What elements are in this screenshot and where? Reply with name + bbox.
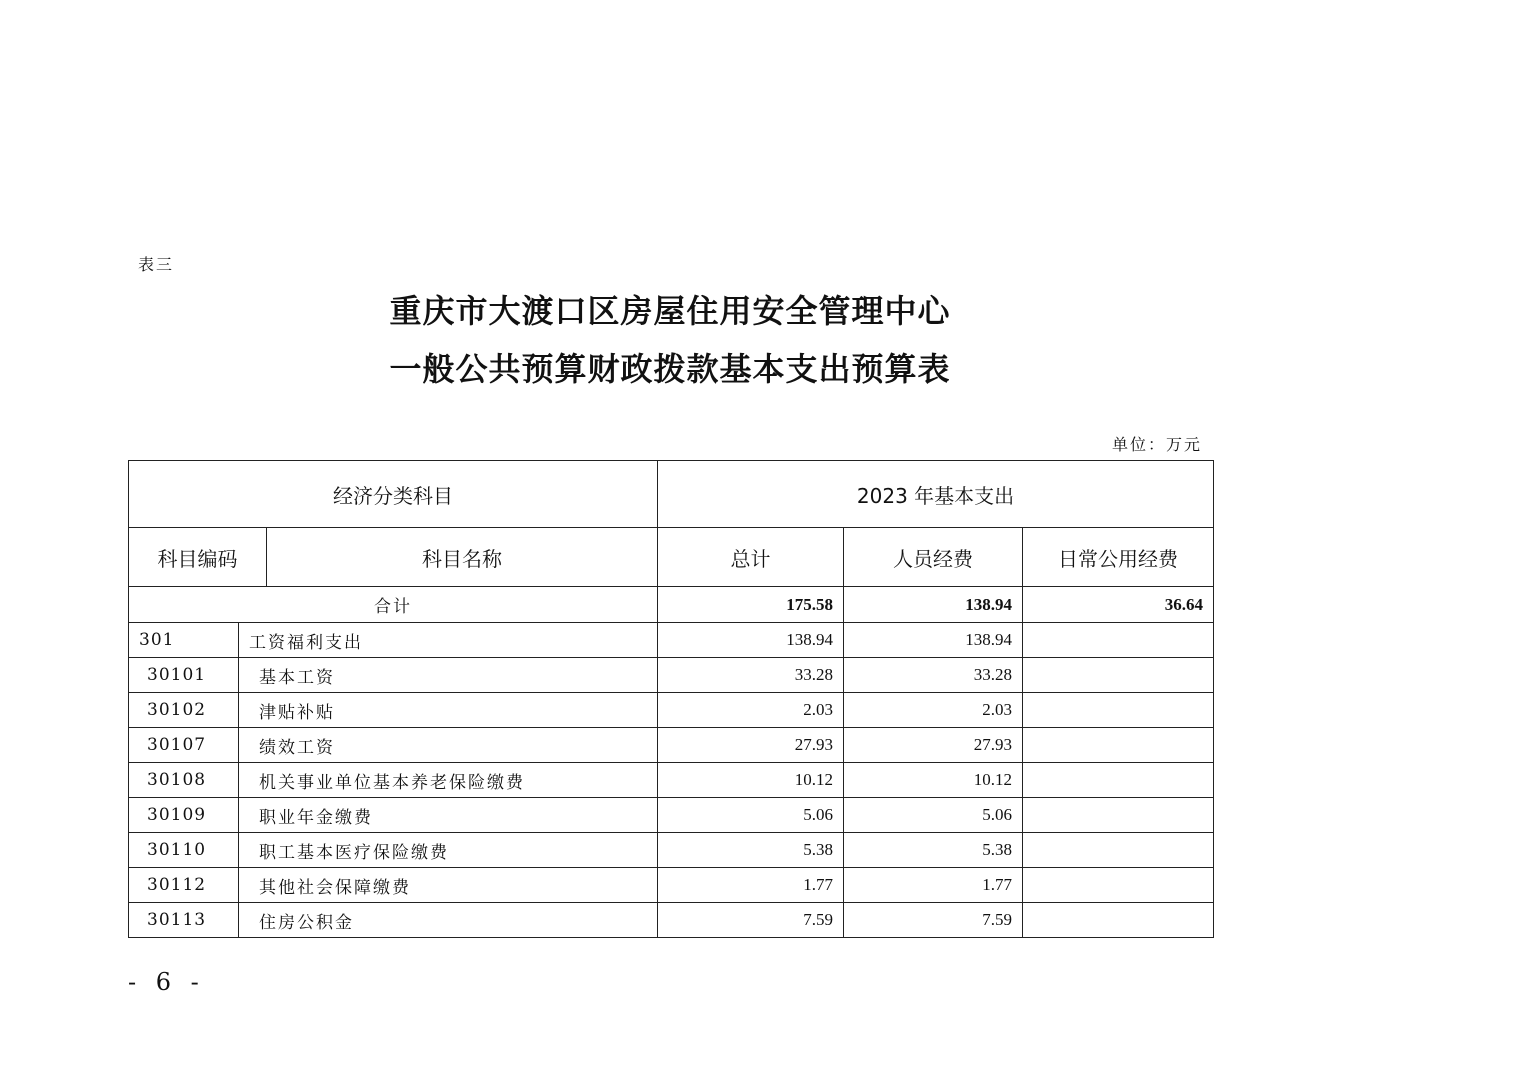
subject-name-cell: 职业年金缴费 [239, 798, 658, 833]
table-row [129, 903, 1214, 938]
table-row [129, 798, 1214, 833]
personnel-cell: 138.94 [844, 623, 1023, 658]
total-sum-cell: 175.58 [658, 587, 844, 623]
public-cell [1023, 693, 1214, 728]
subject-code-cell: 30102 [129, 693, 239, 728]
subject-name-cell: 职工基本医疗保险缴费 [239, 833, 658, 868]
table-row [129, 623, 1214, 658]
public-cell [1023, 833, 1214, 868]
header-subject-name: 科目名称 [267, 528, 658, 587]
subject-code-cell: 30110 [129, 833, 239, 868]
table-row [129, 728, 1214, 763]
table-row [129, 868, 1214, 903]
public-cell [1023, 763, 1214, 798]
total-label: 合计 [129, 587, 658, 623]
personnel-cell: 10.12 [844, 763, 1023, 798]
total-cell: 27.93 [658, 728, 844, 763]
public-cell [1023, 868, 1214, 903]
personnel-cell: 5.38 [844, 833, 1023, 868]
personnel-cell: 33.28 [844, 658, 1023, 693]
subject-code-cell: 30113 [129, 903, 239, 938]
total-cell: 2.03 [658, 693, 844, 728]
total-cell: 7.59 [658, 903, 844, 938]
table-row [129, 658, 1214, 693]
subject-code-cell: 30108 [129, 763, 239, 798]
total-cell: 10.12 [658, 763, 844, 798]
public-cell [1023, 903, 1214, 938]
subject-name-cell: 其他社会保障缴费 [239, 868, 658, 903]
table-row [129, 833, 1214, 868]
subject-name-cell: 津贴补贴 [239, 693, 658, 728]
total-cell: 33.28 [658, 658, 844, 693]
header-row-columns [129, 528, 1214, 587]
header-subject-code: 科目编码 [129, 528, 267, 587]
total-cell: 5.06 [658, 798, 844, 833]
subject-name-cell: 住房公积金 [239, 903, 658, 938]
table-row [129, 763, 1214, 798]
total-public-cell: 36.64 [1023, 587, 1214, 623]
subject-code-cell: 301 [129, 623, 239, 658]
total-personnel-cell: 138.94 [844, 587, 1023, 623]
unit-label: 单位：万元 [1111, 435, 1202, 454]
header-personnel-expense: 人员经费 [844, 528, 1023, 587]
total-cell: 1.77 [658, 868, 844, 903]
public-cell [1023, 623, 1214, 658]
subject-name-cell: 基本工资 [239, 658, 658, 693]
total-cell: 138.94 [658, 623, 844, 658]
page-number: - 6 - [128, 968, 205, 996]
header-public-expense: 日常公用经费 [1023, 528, 1214, 587]
total-row [129, 587, 1214, 623]
subject-code-cell: 30107 [129, 728, 239, 763]
subject-name-cell: 工资福利支出 [239, 623, 658, 658]
subject-code-cell: 30112 [129, 868, 239, 903]
table-row [129, 693, 1214, 728]
header-economic-classification: 经济分类科目 [129, 461, 658, 528]
subject-code-cell: 30101 [129, 658, 239, 693]
subject-code-cell: 30109 [129, 798, 239, 833]
subject-name-cell: 机关事业单位基本养老保险缴费 [239, 763, 658, 798]
personnel-cell: 27.93 [844, 728, 1023, 763]
public-cell [1023, 798, 1214, 833]
personnel-cell: 7.59 [844, 903, 1023, 938]
personnel-cell: 5.06 [844, 798, 1023, 833]
total-cell: 5.38 [658, 833, 844, 868]
document-title: 重庆市大渡口区房屋住用安全管理中心 [389, 292, 951, 330]
public-cell [1023, 658, 1214, 693]
budget-table [128, 460, 1214, 938]
header-row-group [129, 461, 1214, 528]
public-cell [1023, 728, 1214, 763]
header-basic-expenditure-2023: 2023 年基本支出 [658, 461, 1214, 528]
document-subtitle: 一般公共预算财政拨款基本支出预算表 [389, 350, 951, 388]
personnel-cell: 2.03 [844, 693, 1023, 728]
table-label: 表三 [138, 255, 175, 274]
personnel-cell: 1.77 [844, 868, 1023, 903]
subject-name-cell: 绩效工资 [239, 728, 658, 763]
header-total: 总计 [658, 528, 844, 587]
